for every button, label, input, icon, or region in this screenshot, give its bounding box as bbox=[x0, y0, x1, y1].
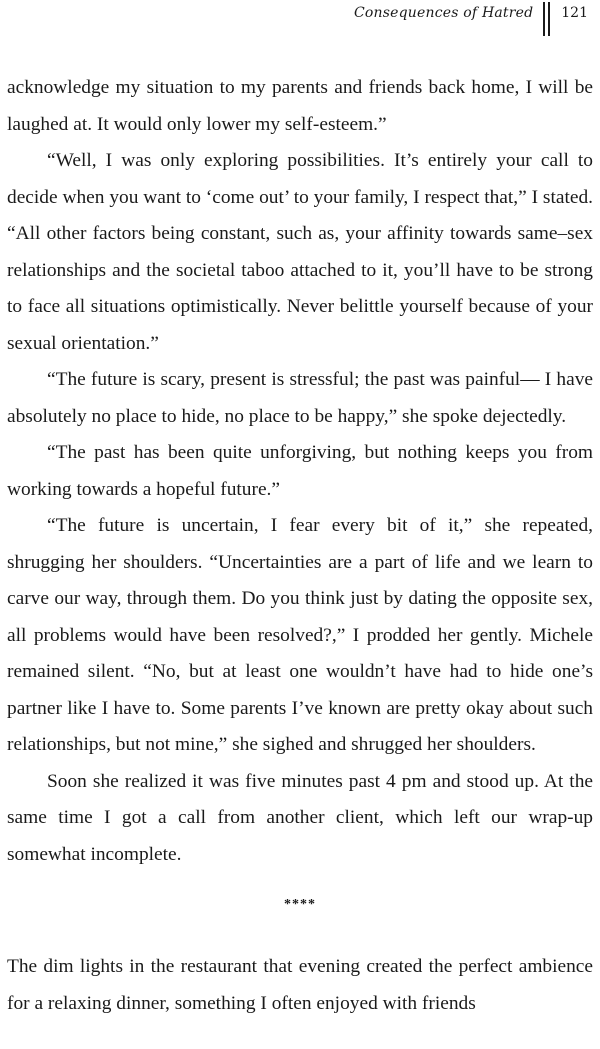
scene-break: **** bbox=[284, 897, 316, 912]
paragraph: acknowledge my situation to my parents and friends back home, I will be laughed at. It would only lower my self-esteem.” bbox=[7, 77, 593, 135]
paragraph: “The future is uncertain, I fear every bit of it,” she repeated, shrugging her shoulders. “Uncertainties are a part of life and we learn to carve our way, through them. Do you think just by dating the opposite sex, all problems would have been resolved?,” I prodded her gently. Michele remained silent. “No, but at least one wouldn’t have had to hide one’s partner like I have to. Some parents I’ve known are pretty okay about such relationships, but not mine,” she sighed and shrugged her shoulders. bbox=[7, 515, 593, 755]
page-body bbox=[7, 70, 593, 1022]
paragraph: The dim lights in the restaurant that evening created the perfect ambience for a relaxing dinner, something I often enjoyed with friends bbox=[7, 956, 593, 1014]
paragraph: “The future is scary, present is stressful; the past was painful— I have absolutely no place to hide, no place to be happy,” she spoke dejectedly. bbox=[7, 369, 593, 427]
paragraph: “Well, I was only exploring possibilities. It’s entirely your call to decide when you want to ‘come out’ to your family, I respect that,” I stated. “All other factors being constant, such as, your affinity towards same–sex relationships and the societal taboo attached to it, you’ll have to be strong to face all situations optimistically. Never belittle yourself because of your sexual orientation.” bbox=[7, 150, 593, 354]
running-title: Consequences of Hatred bbox=[354, 5, 534, 21]
running-head bbox=[354, 2, 588, 38]
header-double-rule bbox=[543, 2, 550, 36]
page-number: 121 bbox=[561, 5, 588, 21]
paragraph: Soon she realized it was five minutes past 4 pm and stood up. At the same time I got a call from another client, which left our wrap-up somewhat incomplete. bbox=[7, 770, 593, 865]
paragraph: “The past has been quite unforgiving, but nothing keeps you from working towards a hopeful future.” bbox=[7, 442, 593, 500]
